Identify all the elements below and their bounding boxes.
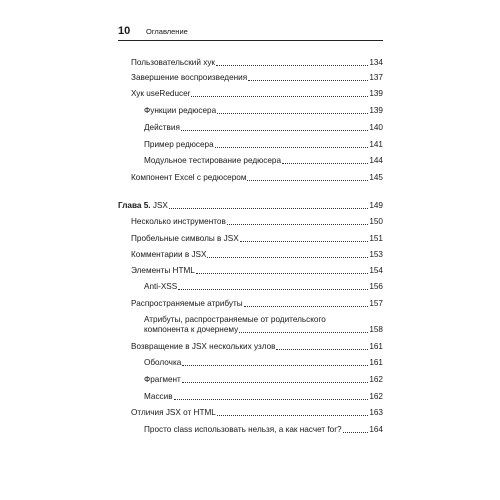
toc-entry-label-line1: Атрибуты, распространяемые от родительского <box>144 315 326 324</box>
toc-entry-label: Возвращение в JSX нескольких узлов <box>131 342 276 351</box>
toc-entry <box>131 250 383 260</box>
toc-entry-page: 150 <box>369 217 383 226</box>
toc-entry <box>131 173 383 183</box>
toc-entry-page: 157 <box>369 299 383 308</box>
toc-entry-page: 134 <box>369 58 383 67</box>
chapter-prefix: Глава 5. <box>118 201 151 210</box>
toc-entry <box>131 408 383 418</box>
toc-entry <box>144 156 383 166</box>
toc-entry-page: 164 <box>369 425 383 434</box>
toc-entry-label: Оболочка <box>144 358 182 367</box>
toc-entry-page: 154 <box>369 266 383 275</box>
toc-entry <box>144 325 383 335</box>
toc-entry-page: 137 <box>369 73 383 82</box>
toc-entry <box>131 89 383 99</box>
chapter-title: JSX <box>152 201 168 210</box>
dot-leader <box>174 399 369 400</box>
toc-entry-page: 145 <box>369 173 383 182</box>
toc-entry-page: 151 <box>369 234 383 243</box>
toc-entry-page: 140 <box>369 123 383 132</box>
toc-entry-label: Завершение воспроизведения <box>131 73 248 82</box>
toc-entry <box>131 342 383 352</box>
toc-entry-label: Пользовательский хук <box>131 58 215 67</box>
dot-leader <box>227 224 369 225</box>
toc-entry-page: 162 <box>369 375 383 384</box>
toc-entry-label: Просто class использовать нельзя, а как насчет for? <box>144 425 342 434</box>
toc-entry-label: Элементы HTML <box>131 266 195 275</box>
dot-leader <box>182 382 369 383</box>
dot-leader <box>181 130 368 131</box>
toc-entry-page: 139 <box>369 89 383 98</box>
toc-entry <box>131 58 383 68</box>
toc-entry-label: Распространяемые атрибуты <box>131 299 243 308</box>
dot-leader <box>191 96 368 97</box>
toc-entry-page: 144 <box>369 156 383 165</box>
dot-leader <box>343 432 369 433</box>
toc-entry-label: Отличия JSX от HTML <box>131 408 216 417</box>
toc-entry <box>144 375 383 385</box>
dot-leader <box>196 273 368 274</box>
toc-entry-label: Пример редюсера <box>144 140 214 149</box>
dot-leader <box>217 415 369 416</box>
toc-entry <box>144 106 383 116</box>
running-header-title: Оглавление <box>146 27 188 36</box>
toc-entry-label: Комментарии в JSX <box>131 250 207 259</box>
toc-entry-label: Хук useReducer <box>131 89 191 98</box>
dot-leader <box>247 180 368 181</box>
toc-entry <box>131 217 383 227</box>
dot-leader <box>178 289 368 290</box>
toc-entry <box>131 299 383 309</box>
toc-entry <box>144 425 383 435</box>
toc-entry-page: 139 <box>369 106 383 115</box>
dot-leader <box>207 257 368 258</box>
toc-entry <box>131 266 383 276</box>
dot-leader <box>240 241 369 242</box>
toc-entry <box>144 358 383 368</box>
toc-entry-page: 162 <box>369 392 383 401</box>
toc-entry-label: компонента к дочернему <box>144 325 239 334</box>
toc-entry-page: 161 <box>369 342 383 351</box>
toc-entry-label <box>118 201 168 211</box>
dot-leader <box>169 208 368 209</box>
dot-leader <box>244 306 369 307</box>
toc-entry-page: 149 <box>369 201 383 210</box>
toc-entry <box>144 282 383 292</box>
toc-entry <box>144 140 383 150</box>
toc-entry-label: Несколько инструментов <box>131 217 226 226</box>
dot-leader <box>216 65 368 66</box>
dot-leader <box>282 163 368 164</box>
toc-entry-page: 153 <box>369 250 383 259</box>
toc-entry-label: Массив <box>144 392 173 401</box>
dot-leader <box>239 332 368 333</box>
dot-leader <box>276 349 368 350</box>
toc-entry-label: Пробельные символы в JSX <box>131 234 239 243</box>
toc-chapter-entry <box>118 201 383 211</box>
toc-entry-label: Фрагмент <box>144 375 181 384</box>
dot-leader <box>217 113 368 114</box>
toc-entry-page: 163 <box>369 408 383 417</box>
toc-entry-page: 141 <box>369 140 383 149</box>
toc-entry <box>131 73 383 83</box>
dot-leader <box>248 80 368 81</box>
toc-entry-label: Модульное тестирование редюсера <box>144 156 281 165</box>
toc-entry-label: Anti-XSS <box>144 282 178 291</box>
toc-entry <box>131 234 383 244</box>
toc-entry <box>144 392 383 402</box>
toc-entry-page: 161 <box>369 358 383 367</box>
toc-entry <box>144 123 383 133</box>
toc-entry-page: 156 <box>369 282 383 291</box>
dot-leader <box>215 147 369 148</box>
toc-entry-page: 158 <box>369 325 383 334</box>
toc-entry-label: Компонент Excel с редюсером <box>131 173 247 182</box>
dot-leader <box>182 365 368 366</box>
toc-entry-label: Функции редюсера <box>144 106 217 115</box>
toc-entry-label: Действия <box>144 123 180 132</box>
page-number: 10 <box>118 25 131 37</box>
